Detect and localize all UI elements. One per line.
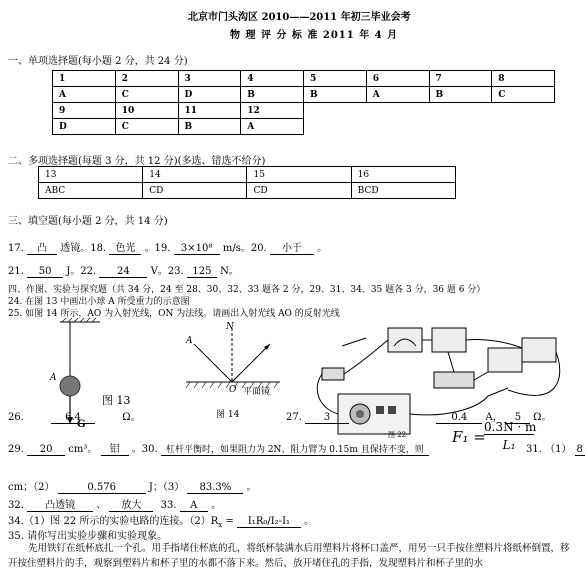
formula-denominator: L₁: [502, 438, 516, 452]
answer-33: A: [180, 500, 208, 512]
table-cell: A: [241, 119, 304, 135]
table-cell: 11: [178, 103, 241, 119]
question-32-33-line: [8, 496, 221, 512]
table-cell: B: [304, 87, 367, 103]
table-cell-empty: [304, 103, 555, 119]
answer-32a: 凸透镜: [27, 496, 93, 512]
table-row: [39, 167, 456, 183]
table-cell: 5: [304, 71, 367, 87]
table-cell: 16: [351, 167, 455, 183]
incident-label: A: [186, 336, 193, 346]
table-row: [53, 87, 555, 103]
normal-label: N: [226, 322, 234, 332]
answer-30: 杠杆平衡时，如果阻力为 2N、阻力臂为 0.15m 且保持不变，则: [161, 442, 429, 456]
point-o-label: O: [229, 385, 237, 395]
unit-text: A，: [485, 412, 503, 423]
formula-numerator: 0.3N · m: [484, 420, 537, 434]
table-cell: B: [429, 87, 492, 103]
formula-lhs: F₁ =: [452, 428, 486, 446]
table-cell: B: [178, 119, 241, 135]
question-text: 。: [317, 243, 328, 254]
table-cell: 6: [366, 71, 429, 87]
question-31-line: [8, 478, 257, 494]
table-cell: 1: [53, 71, 116, 87]
table-cell: C: [115, 119, 178, 135]
answer-18: 色光: [109, 239, 141, 255]
ball-label: A: [50, 373, 57, 383]
answer-20: 小于: [270, 239, 314, 255]
question-31-start: [526, 440, 585, 456]
question-number: 29.: [8, 444, 24, 455]
question-text: 。19.: [144, 243, 171, 254]
table-cell: 13: [39, 167, 143, 183]
question-number: 31. （1）: [526, 444, 572, 455]
exam-subtitle: 物 理 评 分 标 准 2011 年 4 月: [230, 30, 399, 41]
question-text: J。22.: [66, 266, 97, 277]
answer-23: 125: [187, 266, 217, 278]
table-row: [53, 119, 555, 135]
question-number: 21.: [8, 266, 24, 277]
table-cell: 2: [115, 71, 178, 87]
question-text: 34.（1）图 22 所示的实验电路的连接。（2）R: [8, 516, 219, 527]
question-number: 17.: [8, 243, 24, 254]
answer-27a: 3: [305, 412, 349, 424]
answer-31a: 8: [576, 444, 583, 455]
table-cell: 10: [115, 103, 178, 119]
question-number: 27.: [286, 412, 302, 423]
mirror-label: 平面镜: [243, 387, 271, 397]
question-number: 26.: [8, 412, 24, 423]
question-text: m/s。20.: [222, 243, 267, 254]
question-text: N。: [220, 266, 239, 277]
ball: [60, 376, 80, 396]
question-text: 。30.: [131, 444, 158, 455]
table-cell: A: [366, 87, 429, 103]
table-cell: A: [53, 87, 116, 103]
table-cell: C: [492, 87, 555, 103]
section2-heading: 二、多项选择题(每题 3 分，共 12 分)(多选、错选不给分): [8, 156, 266, 167]
question-number: 33.: [160, 500, 177, 511]
answer-31b: 0.576: [58, 482, 146, 494]
table-cell: BCD: [351, 183, 455, 199]
question-35-answer: 先用铁钉在纸杯底扎一个孔。用手指堵住杯底的孔，将纸杯装满水后用塑料片将杯口盖严，用另一只手按住塑料片将纸杯倒置，移开按住塑料片的手，观察到塑料片和杯子里的水都不落下来。然后，放开堵住孔的手指，发现塑料片和杯子里的水: [8, 543, 570, 569]
answer-34: I₁R₀/I₂-I₁: [237, 516, 301, 528]
gravity-label: G: [77, 419, 86, 430]
question-25: 25. 如图 14 所示，AO 为入射光线，ON 为法线。请画出入射光线 AO 的反射光线: [8, 309, 340, 319]
question-text: =: [222, 516, 234, 527]
figure-13-caption: 图 13: [102, 394, 131, 407]
table-cell: 8: [492, 71, 555, 87]
table-cell: 3: [178, 71, 241, 87]
question-text: V。23.: [150, 266, 184, 277]
answer-22: 24: [99, 266, 147, 278]
unit-text: Ω。: [122, 412, 141, 423]
table-row: [53, 71, 555, 87]
question-number: 32.: [8, 500, 24, 511]
table-cell: 14: [143, 167, 247, 183]
answer-19: 3×10⁸: [174, 243, 220, 255]
section3-heading: 三、填空题(每小题 2 分，共 14 分): [8, 216, 168, 227]
answer-21: 50: [27, 266, 63, 278]
table-cell: CD: [143, 183, 247, 199]
table-cell: ABC: [39, 183, 143, 199]
question-24: 24. 在图 13 中画出小球 A 所受重力的示意图: [8, 297, 190, 307]
table-cell: B: [241, 87, 304, 103]
answer-31c: 83.3%: [187, 482, 243, 494]
table-cell: D: [53, 119, 116, 135]
table-cell-empty: [304, 119, 555, 135]
question-text: 、: [96, 500, 107, 511]
section1-heading: 一、单项选择题(每小题 2 分，共 24 分): [8, 56, 188, 67]
table-cell: 4: [241, 71, 304, 87]
figure-14-caption: 图 14: [216, 410, 240, 420]
table-cell: 9: [53, 103, 116, 119]
unit-text: cm³。: [68, 444, 98, 455]
answer-29a: 20: [27, 444, 65, 456]
question-text: 。: [304, 516, 315, 527]
subscript: x: [218, 521, 223, 529]
table-cell: D: [178, 87, 241, 103]
table-row: [53, 103, 555, 119]
exam-title: 北京市门头沟区 2010——2011 年初三毕业会考: [188, 12, 411, 23]
question-35: 35. 请你写出实验步骤和实验现象。: [8, 531, 168, 542]
answer-32b: 放大: [109, 496, 153, 512]
table-cell: CD: [247, 183, 351, 199]
table-cell: C: [115, 87, 178, 103]
answer-27c: 5: [506, 412, 530, 424]
unit-text: J；（3）: [148, 482, 185, 493]
section4-heading: 四、作图、实验与探究题（共 34 分，24 至 28、30、32、33 题各 2 分，29、31、34、35 题各 3 分，36 题 6 分）: [8, 285, 486, 295]
question-29-30-line: [8, 440, 429, 456]
fill-line-17-20: [8, 239, 327, 255]
answer-17: 凸: [27, 239, 57, 255]
table-row: [39, 183, 456, 199]
answer-26: 6.4: [51, 412, 95, 424]
question-text: 。: [210, 500, 221, 511]
figure-22-caption: 图 22: [388, 431, 407, 439]
unit-text: Ω。: [533, 412, 552, 423]
question-26-line: [8, 408, 141, 424]
table-cell: 15: [247, 167, 351, 183]
answer-27b: 0.4: [436, 412, 482, 424]
table-cell: 12: [241, 103, 304, 119]
table-cell: 7: [429, 71, 492, 87]
single-choice-table: [52, 70, 555, 135]
question-text: 透镜。18.: [60, 243, 107, 254]
unit-text: cm；（2）: [8, 482, 55, 493]
answer-29b: 铝: [101, 440, 129, 456]
fill-line-21-23: [8, 262, 239, 278]
multi-choice-table: [38, 166, 456, 199]
unit-text: 。: [246, 482, 257, 493]
